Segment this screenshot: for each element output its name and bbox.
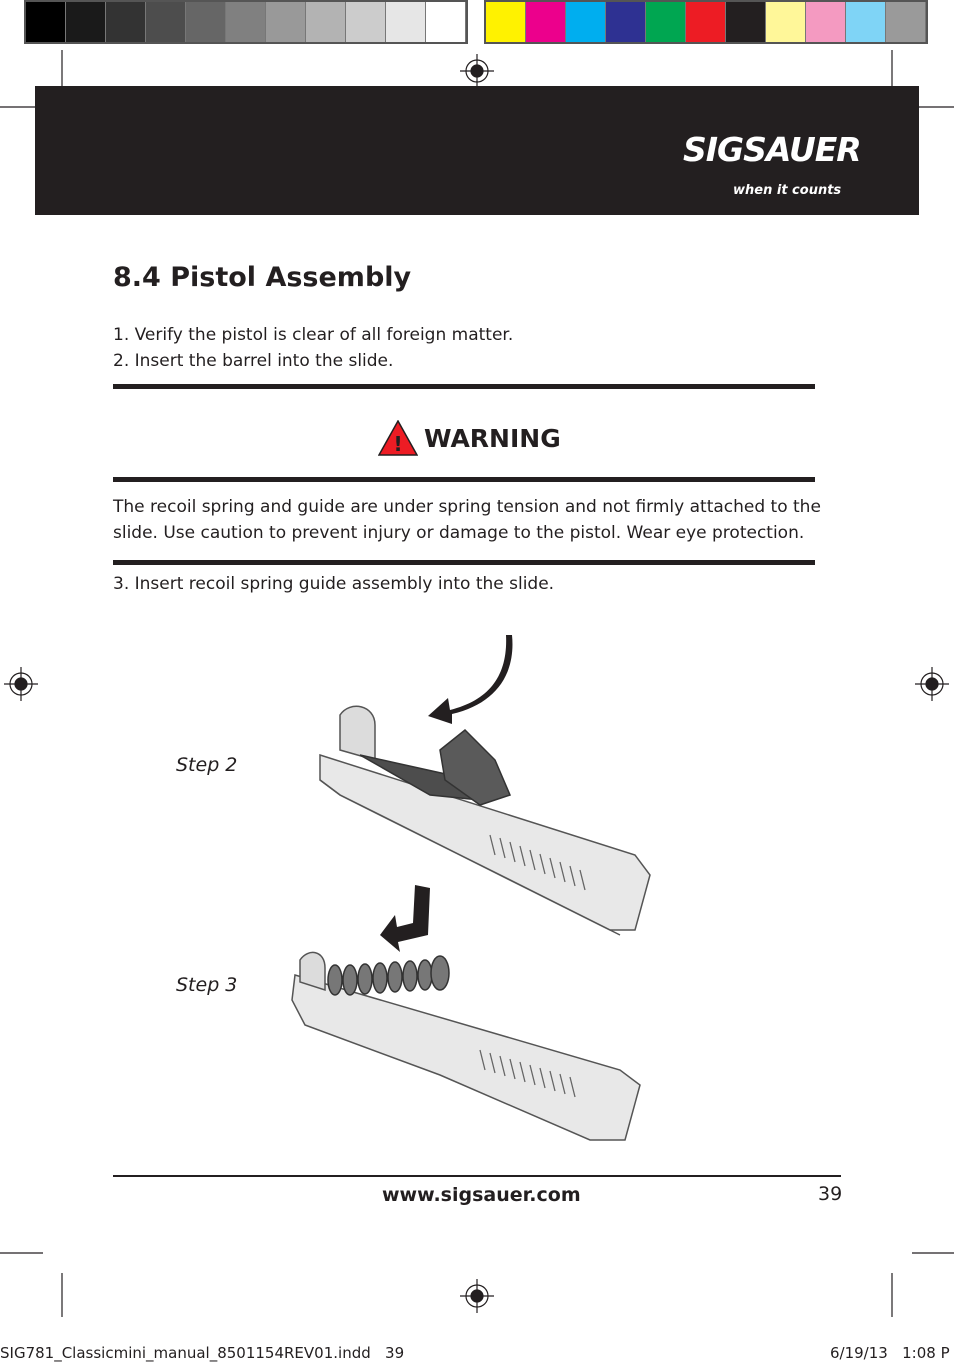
insert-barrel-arrow [428,635,512,724]
warning-mid-rule [113,477,815,482]
registration-mark-right [915,667,949,701]
caption-step-3: Step 3 [176,974,238,996]
svg-text:!: ! [393,432,403,456]
warning-top-rule [113,384,815,389]
warning-bottom-rule [113,560,815,565]
warning-body: The recoil spring and guide are under spring tension and not firmly attached to the slide. Use caution to prevent injury or damage to the pistol. Wear eye protection. [113,497,821,543]
warning-heading-row [378,419,561,457]
brand-tagline: when it counts [733,183,842,198]
intro-steps [113,322,513,374]
slide-with-barrel [320,706,650,935]
step-1-text: 1. Verify the pistol is clear of all foreign matter. [113,325,514,345]
footer-url[interactable]: www.sigsauer.com [382,1184,581,1206]
insert-spring-arrow [380,885,430,952]
page-number: 39 [818,1183,843,1205]
warning-triangle-icon [378,420,418,456]
step-2-text: 2. Insert the barrel into the slide. [113,351,394,371]
assembly-illustration [280,630,660,1160]
registration-mark-bottom [460,1279,494,1313]
registration-mark-top [460,54,494,88]
registration-mark-left [4,667,38,701]
caption-step-2: Step 2 [176,754,238,776]
slide-with-recoil-spring [292,952,640,1140]
footer-rule [113,1175,841,1177]
slug-datetime: 6/19/13 1:08 P [830,1344,950,1362]
section-title: 8.4 Pistol Assembly [113,262,412,293]
warning-heading: WARNING [424,423,561,453]
slug-filename: SIG781_Classicmini_manual_8501154REV01.indd 39 [0,1344,405,1362]
brand-logo: SIGSAUER [683,130,861,169]
step-3-text: 3. Insert recoil spring guide assembly into the slide. [113,574,555,594]
